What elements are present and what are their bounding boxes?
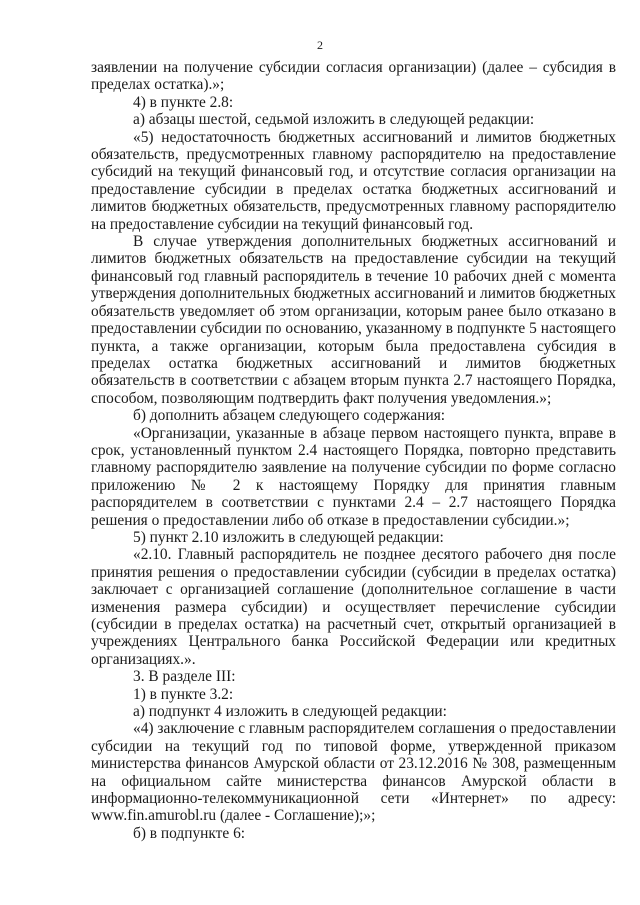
paragraph-additional-allocations: В случае утверждения дополнительных бюджетных ассигнований и лимитов бюджетных обязательств на предоставление субсидии на текущий финансовый год главный распорядитель в течение 10 рабочих дней с момента утверждения дополнительных бюджетных ассигнований и лимитов бюджетных обязательств уведомляет об этом организации, которым ранее было отказано в предоставлении субсидии по основанию, указанному в подпункте 5 настоящего пункта, а также организации, которым была предоставлена субсидия в пределах остатка бюджетных ассигнований и лимитов бюджетных обязательств в соответствии с абзацем вторым пункта 2.7 настоящего Порядка, способом, позволяющим подтвердить факт получения уведомления.»; [91,233,616,407]
page-number: 2 [317,38,323,52]
paragraph-item-5: 5) пункт 2.10 изложить в следующей редакции: [133,528,444,546]
paragraph-quote-organizations: «Организации, указанные в абзаце первом настоящего пункта, вправе в срок, установленный пунктом 2.4 настоящего Порядка, повторно представить главному распорядителю заявление на получение субсидии по форме согласно приложению № 2 к настоящему Порядку для принятия главным распорядителем в соответствии с пунктами 2.4 – 2.7 настоящего Порядка решения о предоставлении либо об отказе в предоставлении субсидии.»; [91,424,616,529]
paragraph-subitem-b-2: б) в подпункте 6: [133,824,246,842]
paragraph-subitem-a-2: а) подпункт 4 изложить в следующей редакции: [133,703,447,721]
paragraph-subitem-a: а) абзацы шестой, седьмой изложить в следующей редакции: [133,111,535,129]
paragraph-item-1: 1) в пункте 3.2: [133,685,234,703]
paragraph-item-4: 4) в пункте 2.8: [133,93,234,111]
paragraph-quote-4: «4) заключение с главным распорядителем соглашения о предоставлении субсидии на текущий год по типовой форме, утвержденной приказом министерства финансов Амурской области от 23.12.2016 № 308, размещенным на официальном сайте министерства финансов Амурской области в информационно-телекоммуникационной сети «Интернет» по адресу: www.fin.amurobl.ru (далее - Соглашение);»; [91,720,616,825]
document-body [91,59,616,842]
paragraph-quote-2-10: «2.10. Главный распорядитель не позднее десятого рабочего дня после принятия решения о предоставлении субсидии (субсидии в пределах остатка) заключает с организацией соглашение (дополнительное соглашение в части изменения размера субсидии) и осуществляет перечисление субсидии (субсидии в пределах остатка) на расчетный счет, открытый организацией в учреждениях Центрального банка Российской Федерации или кредитных организациях.». [91,546,616,668]
paragraph-continuation: заявлении на получение субсидии согласия организации) (далее – субсидия в пределах остатка).»; [91,59,616,94]
paragraph-subitem-b: б) дополнить абзацем следующего содержания: [133,407,446,425]
paragraph-quote-5: «5) недостаточность бюджетных ассигнований и лимитов бюджетных обязательств, предусмотренных главному распорядителю на предоставление субсидий на текущий финансовый год, и отсутствие согласия организации на предоставление субсидии в пределах остатка бюджетных ассигнований и лимитов бюджетных обязательств, предусмотренных главному распорядителю на предоставление субсидии на текущий финансовый год. [91,128,616,233]
paragraph-section-3: 3. В разделе III: [133,668,236,686]
